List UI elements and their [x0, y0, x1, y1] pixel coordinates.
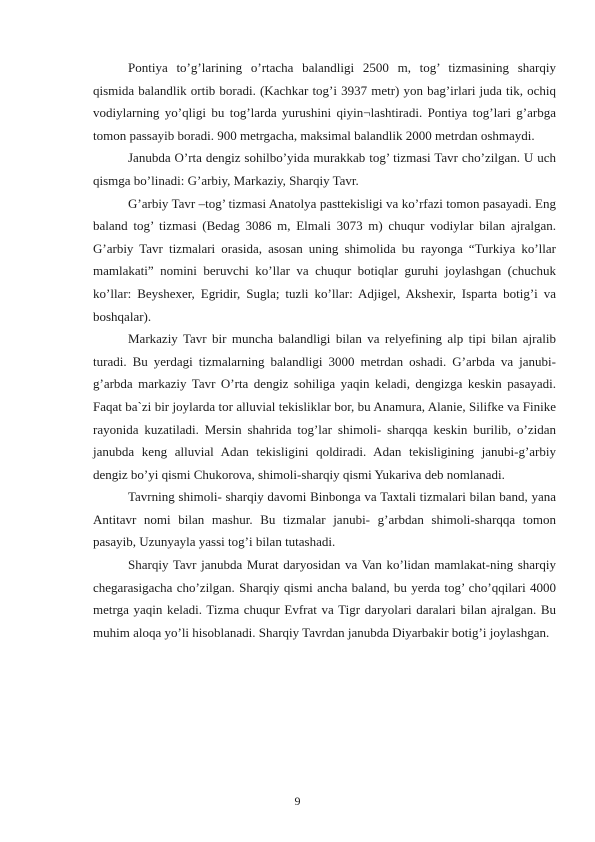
paragraph-garbiy-tavr: G’arbiy Tavr –tog’ tizmasi Anatolya pasttekisligi va ko’rfazi tomon pasayadi. Eng baland tog’ tizmasi (Bedag 3086 m, Elmali 3073 m) chuqur vodiylar bilan ajralgan. G’arbiy Tavr tizmalari orasida, asosan uning shimolida bu rayonga “Turkiya ko’llar mamlakati” nomini beruvchi ko’llar va chuqur botiqlar guruhi joylashgan (chuchuk ko’llar: Beyshexer, Egridir, Sugla; tuzli ko’llar: Adjigel, Akshexir, Isparta botig’i va boshqalar).: [93, 195, 556, 324]
paragraph-pontiya: Pontiya to’g’larining o’rtacha balandligi 2500 m, tog’ tizmasining sharqiy qismida balandlik ortib boradi. (Kachkar tog’i 3937 metr) yon bag’irlari juda tik, ochiq vodiylarning yo’qligi bu tog’larda yurushini qiyin¬lashtiradi. Pontiya tog’lari g’arbga tomon passayib boradi. 900 metrgacha, maksimal balandlik 2000 metrdan oshmaydi.: [93, 60, 556, 143]
paragraph-antitavr: Tavrning shimoli- sharqiy davomi Binbonga va Taxtali tizmalari bilan band, yana Antitavr nomi bilan mashur. Bu tizmalar janubi- g’arbdan shimoli-sharqqa tomon pasayib, Uzunyayla yassi tog’i bilan tutashadi.: [93, 489, 556, 550]
page-number: 9: [294, 794, 301, 808]
paragraph-markaziy-tavr: Markaziy Tavr bir muncha balandligi bilan va relyefining alp tipi bilan ajralib turadi. Bu yerdagi tizmalarning balandligi 3000 metrdan oshadi. G’arbda va janubi-g’arbda markaziy Tavr O’rta dengiz sohiliga yaqin keladi, dengizga keskin pasayadi. Faqat ba`zi bir joylarda tor alluvial tekisliklar bor, bu Anamura, Alanie, Silifke va Finike rayonida kuzatiladi. Mersin shahrida tog’lar shimoli- sharqqa keskin burilib, o’zidan janubda keng alluvial Adan tekisligini qoldiradi. Adan tekisligining janubi-g’arbiy dengiz bo’yi qismi Chukorova, shimoli-sharqiy qismi Yukariva deb nomlanadi.: [93, 331, 556, 482]
paragraph-tavr-intro: Janubda O’rta dengiz sohilbo’yida murakkab tog’ tizmasi Tavr cho’zilgan. U uch qismga bo’linadi: G’arbiy, Markaziy, Sharqiy Tavr.: [93, 150, 556, 188]
body-text: [93, 57, 556, 644]
paragraph-sharqiy-tavr: Sharqiy Tavr janubda Murat daryosidan va Van ko’lidan mamlakat-ning sharqiy chegarasigacha cho’zilgan. Sharqiy qismi ancha baland, bu yerda tog’ cho’qqilari 4000 metrga yaqin keladi. Tizma chuqur Evfrat va Tigr daryolari daralari bilan ajralgan. Bu muhim aloqa yo’li hisoblanadi. Sharqiy Tavrdan janubda Diyarbakir botig’i joylashgan.: [93, 557, 556, 640]
